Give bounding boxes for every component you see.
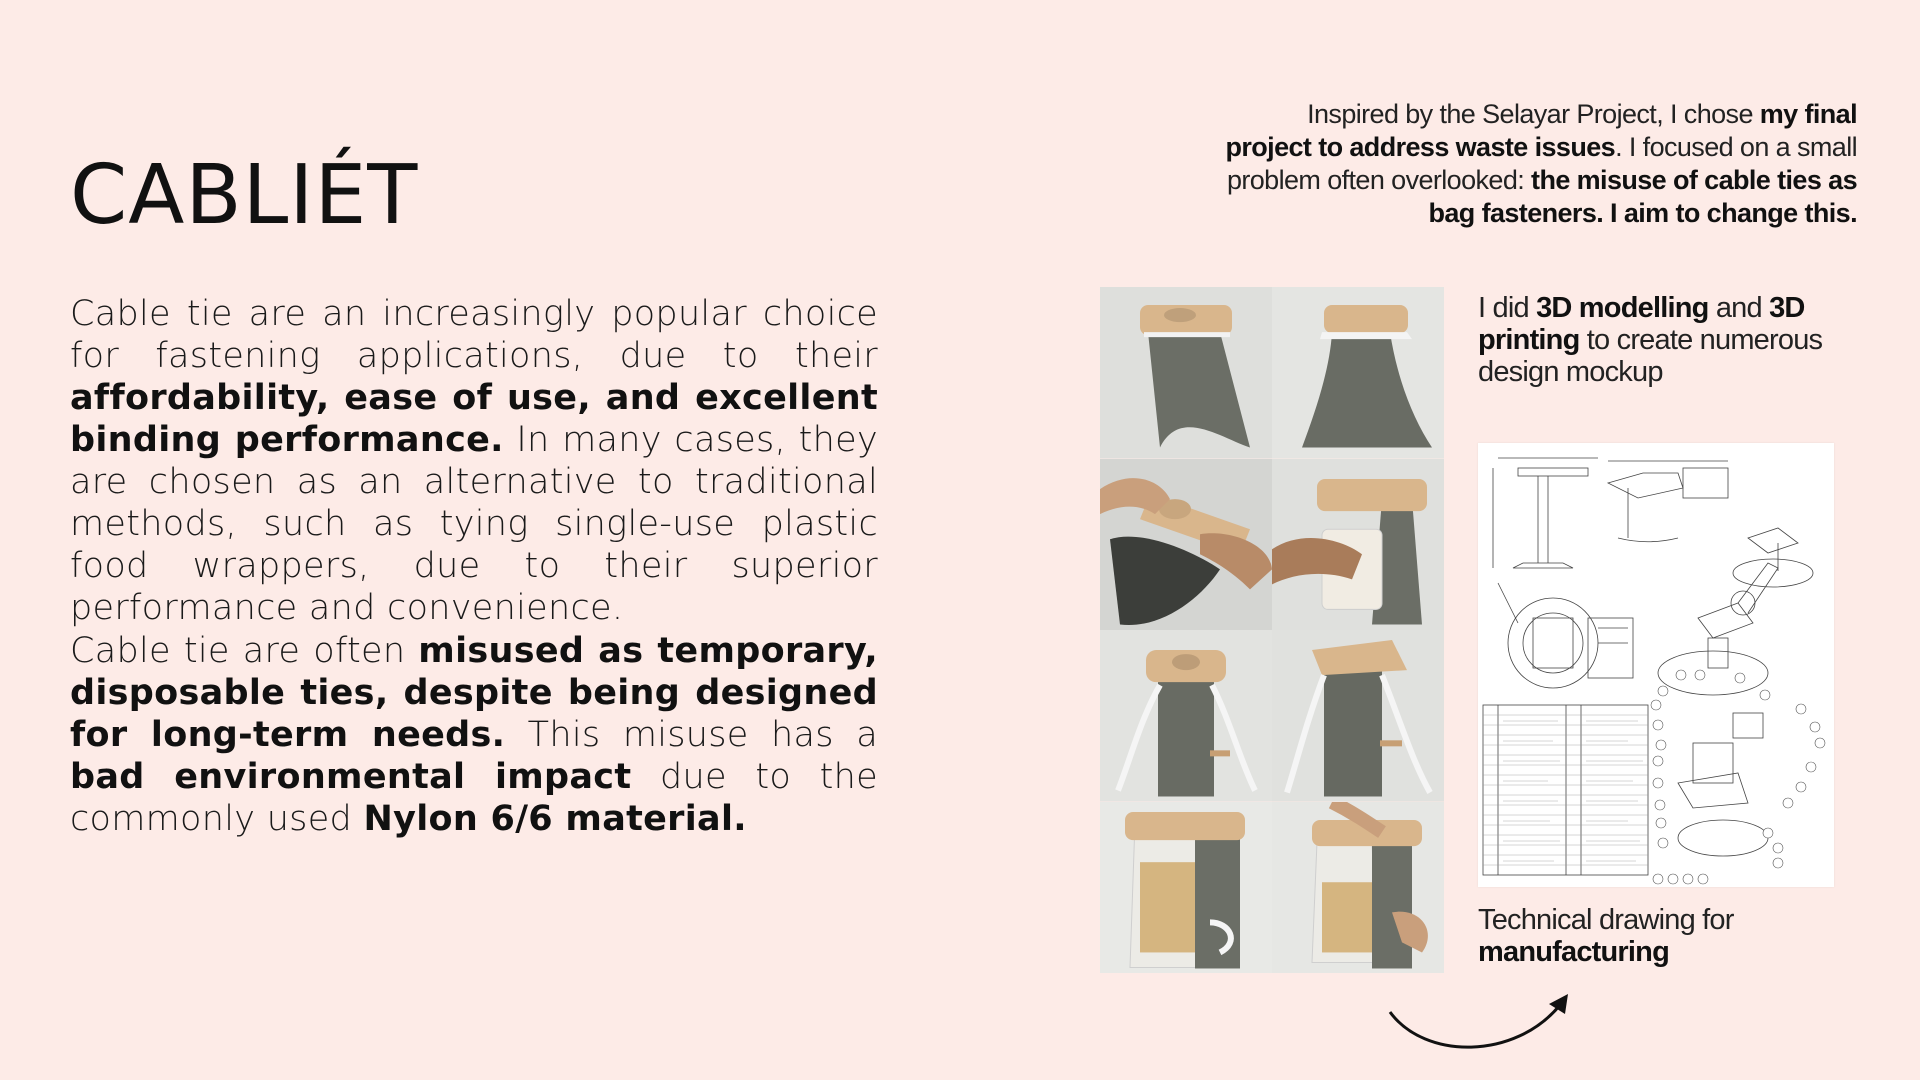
p2-text-1: Cable tie are often (70, 631, 419, 671)
cap1-text-2: and (1708, 292, 1770, 324)
cap1-text-3: to create numerous design mockup (1478, 324, 1823, 388)
drawing-caption (1478, 904, 1838, 968)
intro-bold-1: my final project to address waste issues (1225, 99, 1857, 162)
p1-text-2: In many cases, they are chosen as an alternative to traditional methods, such as tying single-use plastic food wrappers, due to their superior performance and convenience. (70, 420, 879, 628)
p1-bold-1: affordability, ease of use, and excellent binding performance. (70, 378, 878, 460)
p2-text-2: This misuse has a (505, 715, 878, 755)
mockup-photo (1272, 459, 1444, 631)
cap1-text-1: I did (1478, 292, 1537, 324)
intro-text-2: . I focused on a small problem often overlooked: (1226, 132, 1857, 195)
p2-text-3: due to the commonly used (70, 757, 879, 839)
technical-drawing (1478, 443, 1834, 887)
intro-text-1: Inspired by the Selayar Project, I chose (1307, 99, 1760, 129)
mockup-photo (1272, 287, 1444, 459)
p2-bold-3: Nylon 6/6 material. (363, 799, 747, 839)
mockup-photo (1100, 459, 1272, 631)
intro-text (1217, 98, 1857, 230)
description-paragraph-1 (70, 293, 878, 629)
mockup-photo-grid (1100, 287, 1444, 973)
curved-arrow-icon (1385, 990, 1585, 1060)
mockup-photo (1100, 287, 1272, 459)
p2-bold-1: misused as temporary, disposable ties, despite being designed for long-term needs. (70, 631, 878, 755)
cap1-bold-2: 3D printing (1478, 292, 1805, 356)
mockup-photo (1100, 630, 1272, 802)
mockup-photo (1100, 802, 1272, 974)
page-title: CABLIÉT (70, 148, 419, 243)
mockup-photo (1272, 630, 1444, 802)
description-paragraph-2 (70, 630, 878, 840)
p2-bold-2: bad environmental impact (70, 757, 632, 797)
cap1-bold-1: 3D modelling (1536, 292, 1709, 324)
mockup-photo (1272, 802, 1444, 974)
p1-text-1: Cable tie are an increasingly popular choice for fastening applications, due to their (70, 294, 878, 376)
intro-bold-2: the misuse of cable ties as bag fasteners. I aim to change this. (1428, 165, 1857, 228)
cap2-bold-1: manufacturing (1478, 936, 1670, 968)
modelling-caption (1478, 292, 1878, 388)
cap2-text-1: Technical drawing for (1478, 904, 1734, 936)
